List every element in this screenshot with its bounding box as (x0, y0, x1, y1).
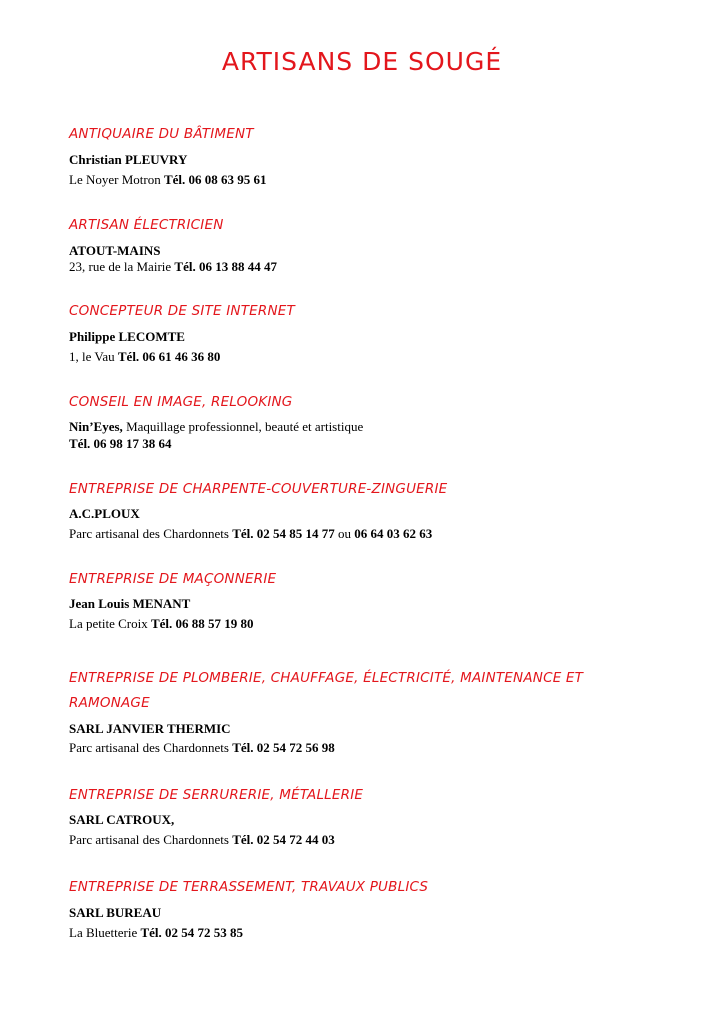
description: Maquillage professionnel, beauté et artistique (122, 419, 364, 434)
address: La petite Croix (69, 616, 151, 631)
contact-line (69, 349, 220, 365)
address: Le Noyer Motron (69, 172, 164, 187)
section-heading-plomberie: ENTREPRISE DE PLOMBERIE, CHAUFFAGE, ÉLECTRICITÉ, MAINTENANCE ET (69, 670, 584, 686)
section-heading-site-internet: CONCEPTEUR DE SITE INTERNET (69, 303, 295, 319)
business-name: A.C.PLOUX (69, 506, 140, 521)
phone-number: Tél. 06 98 17 38 64 (69, 436, 172, 451)
address: Parc artisanal des Chardonnets (69, 832, 233, 847)
address: La Bluetterie (69, 925, 141, 940)
connector: ou (334, 526, 355, 541)
section-heading-electricien: ARTISAN ÉLECTRICIEN (69, 217, 224, 233)
address: Parc artisanal des Chardonnets (69, 526, 233, 541)
section-heading-antiquaire: ANTIQUAIRE DU BÂTIMENT (69, 126, 254, 142)
business-name: Christian PLEUVRY (69, 152, 188, 167)
phone-number: Tél. 06 61 46 36 80 (117, 349, 221, 364)
section-heading-plomberie-cont: RAMONAGE (69, 695, 150, 711)
business-name: Philippe LECOMTE (69, 329, 185, 344)
phone-number-2: 06 64 03 62 63 (354, 526, 433, 541)
address: Parc artisanal des Chardonnets (69, 740, 233, 755)
phone-number: Tél. 06 13 88 44 47 (174, 259, 277, 274)
address: 23, rue de la Mairie (69, 259, 175, 274)
section-heading-maconnerie: ENTREPRISE DE MAÇONNERIE (69, 571, 277, 587)
business-name: SARL CATROUX, (69, 812, 175, 827)
contact-line (69, 419, 363, 435)
section-heading-serrurerie: ENTREPRISE DE SERRURERIE, MÉTALLERIE (69, 787, 364, 803)
phone-number: Tél. 02 54 85 14 77 (232, 526, 335, 541)
business-name: Nin’Eyes, (69, 419, 123, 434)
business-name: SARL BUREAU (69, 905, 162, 920)
phone-number: Tél. 06 08 63 95 61 (163, 172, 267, 187)
contact-line (69, 832, 335, 848)
contact-line (69, 740, 335, 756)
contact-line (69, 259, 277, 275)
address: 1, le Vau (69, 349, 118, 364)
contact-line (69, 526, 432, 542)
business-name: ATOUT-MAINS (69, 243, 161, 258)
phone-number: Tél. 02 54 72 56 98 (232, 740, 335, 755)
phone-number: Tél. 02 54 72 53 85 (140, 925, 244, 940)
business-name: Jean Louis MENANT (69, 596, 191, 611)
contact-line (69, 172, 267, 188)
section-heading-charpente: ENTREPRISE DE CHARPENTE-COUVERTURE-ZINGUERIE (69, 481, 448, 497)
page-title: ARTISANS DE SOUGÉ (221, 47, 503, 76)
phone-number: Tél. 02 54 72 44 03 (232, 832, 335, 847)
section-heading-relooking: CONSEIL EN IMAGE, RELOOKING (69, 394, 293, 410)
section-heading-terrassement: ENTREPRISE DE TERRASSEMENT, TRAVAUX PUBLICS (69, 879, 429, 895)
business-name: SARL JANVIER THERMIC (69, 721, 231, 736)
contact-line (69, 616, 254, 632)
contact-line (69, 925, 243, 941)
phone-number: Tél. 06 88 57 19 80 (150, 616, 254, 631)
